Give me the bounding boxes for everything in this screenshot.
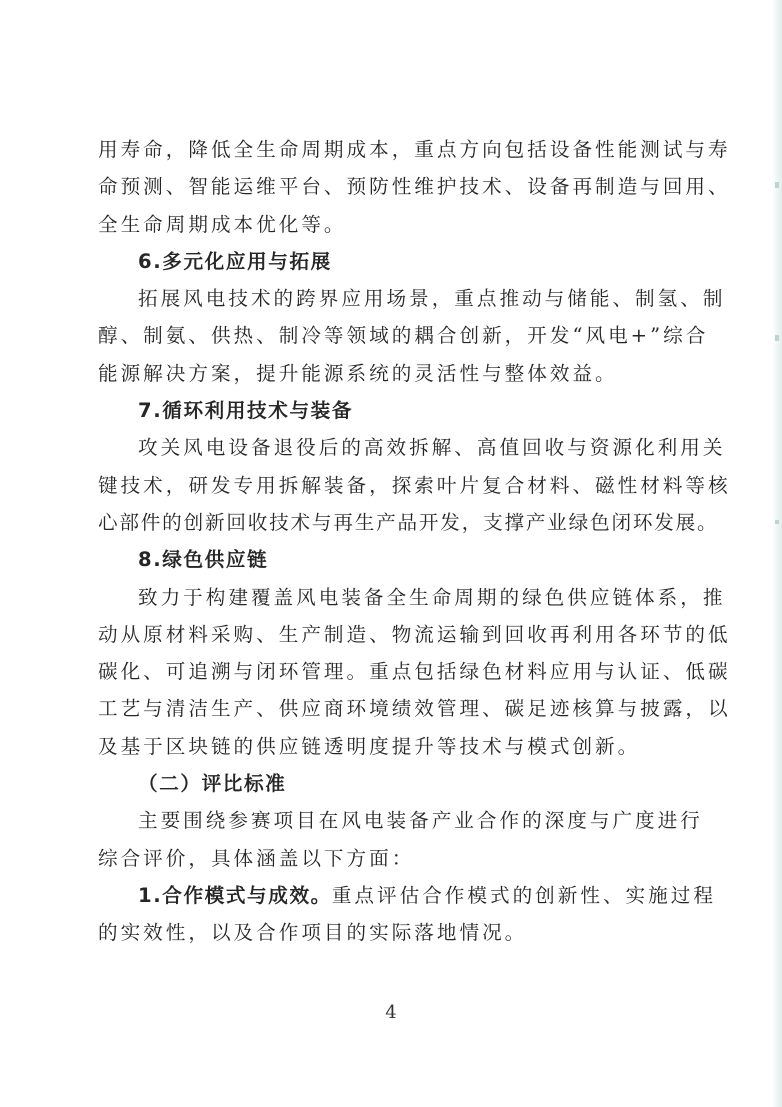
paragraph-line: 拓展风电技术的跨界应用场景，重点推动与储能、制氢、制 [138,287,726,311]
paragraph-line: 心部件的创新回收技术与再生产品开发，支撑产业绿色闭环发展。 [98,510,719,534]
section-heading-green-supply-chain: 8.绿色供应链 [138,548,269,572]
paragraph-line: 的实效性，以及合作项目的实际落地情况。 [98,921,528,945]
paragraph-line: 攻关风电设备退役后的高效拆解、高值回收与资源化利用关 [138,436,726,460]
paragraph-line: 能源解决方案，提升能源系统的灵活性与整体效益。 [98,361,618,385]
paragraph-line: 用寿命，降低全生命周期成本，重点方向包括设备性能测试与寿 [98,138,731,161]
section-heading-recycling-technology: 7.循环利用技术与装备 [138,399,354,423]
document-body [98,131,731,952]
scan-edge-mark [775,182,779,188]
paragraph-line: 命预测、智能运维平台、预防性维护技术、设备再制造与回用、 [98,175,731,199]
paragraph-line: 碳化、可追溯与闭环管理。重点包括绿色材料应用与认证、低碳 [98,660,731,684]
bold-lead-cooperation-mode: 1.合作模式与成效。 [138,883,332,907]
scan-edge-strip [772,0,782,1107]
paragraph-text: 重点评估合作模式的创新性、实施过程 [331,883,716,907]
paragraph-line: 全生命周期成本优化等。 [98,212,347,236]
paragraph-line: 工艺与清洁生产、供应商环境绩效管理、碳足迹核算与披露，以 [98,697,731,721]
paragraph-line: 动从原材料采购、生产制造、物流运输到回收再利用各环节的低 [98,622,731,646]
scan-edge-mark [775,335,779,341]
page-number: 4 [385,1002,397,1023]
paragraph-line-cooperation [98,877,716,914]
paragraph-line: 键技术，研发专用拆解装备，探索叶片复合材料、磁性材料等核 [98,473,731,497]
section-heading-diversified-application: 6.多元化应用与拓展 [138,249,332,273]
paragraph-line: 及基于区块链的供应链透明度提升等技术与模式创新。 [98,734,641,758]
section-heading-evaluation-criteria: （二）评比标准 [138,772,287,796]
scan-edge-mark [775,520,779,524]
paragraph-line: 致力于构建覆盖风电装备全生命周期的绿色供应链体系，推 [138,585,726,609]
paragraph-line: 主要围绕参赛项目在风电装备产业合作的深度与广度进行 [138,809,703,833]
paragraph-line: 醇、制氨、供热、制冷等领域的耦合创新，开发“风电+”综合 [98,324,709,348]
paragraph-line: 综合评价，具体涵盖以下方面： [98,846,415,870]
